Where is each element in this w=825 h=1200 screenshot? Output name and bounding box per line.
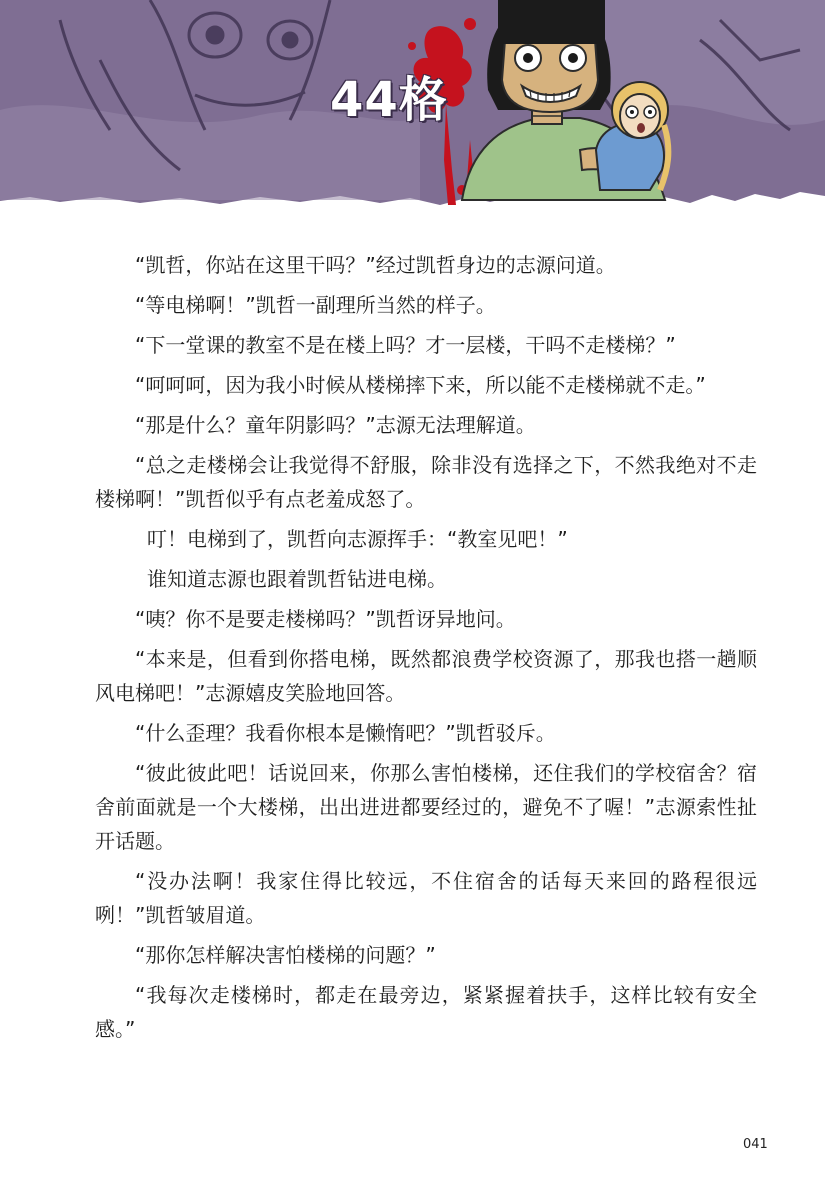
paragraph: “彼此彼此吧！话说回来，你那么害怕楼梯，还住我们的学校宿舍？宿舍前面就是一个大楼梯，出出进进都要经过的，避免不了喔！”志源索性扯开话题。 [95,761,757,853]
paragraph: “没办法啊！我家住得比较远，不住宿舍的话每天来回的路程很远咧！”凯哲皱眉道。 [95,869,757,927]
paragraph: 谁知道志源也跟着凯哲钻进电梯。 [147,567,447,591]
paragraph: “什么歪理？我看你根本是懒惰吧？”凯哲驳斥。 [135,721,556,745]
paragraph: 叮！电梯到了，凯哲向志源挥手：“教室见吧！” [147,527,568,551]
paragraph: “那你怎样解决害怕楼梯的问题？” [135,943,436,967]
paragraph: “凯哲，你站在这里干吗？”经过凯哲身边的志源问道。 [135,253,616,277]
paragraph: “那是什么？童年阴影吗？”志源无法理解道。 [135,413,536,437]
paragraph: “我每次走楼梯时，都走在最旁边，紧紧握着扶手，这样比较有安全感。” [95,983,757,1041]
chapter-title: 44格 [330,72,448,128]
paragraph: “下一堂课的教室不是在楼上吗？才一层楼，干吗不走楼梯？” [135,333,676,357]
story-text [95,248,757,1052]
paragraph: “本来是，但看到你搭电梯，既然都浪费学校资源了，那我也搭一趟顺风电梯吧！”志源嬉皮笑脸地回答。 [95,647,757,705]
chapter-header-banner [0,0,825,230]
paragraph: “咦？你不是要走楼梯吗？”凯哲讶异地问。 [135,607,516,631]
paragraph: “等电梯啊！”凯哲一副理所当然的样子。 [135,293,496,317]
paragraph: “呵呵呵，因为我小时候从楼梯摔下来，所以能不走楼梯就不走。” [135,373,706,397]
page-number: 041 [743,1137,768,1152]
paragraph: “总之走楼梯会让我觉得不舒服，除非没有选择之下，不然我绝对不走楼梯啊！”凯哲似乎有点老羞成怒了。 [95,453,757,511]
